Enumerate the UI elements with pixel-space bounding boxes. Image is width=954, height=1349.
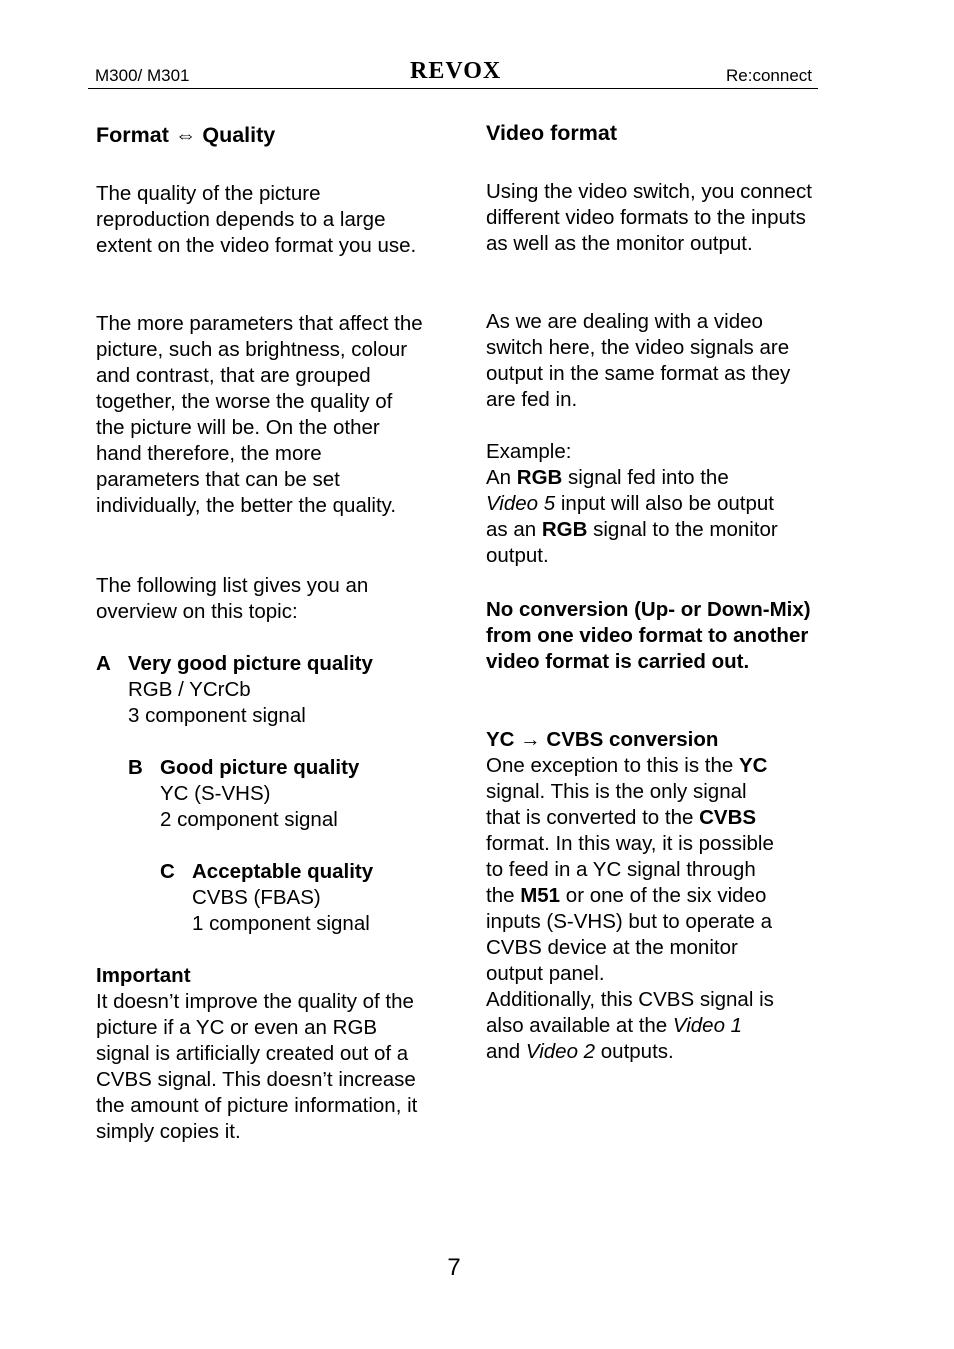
header-model: M300/ M301 bbox=[95, 66, 190, 85]
parameters-paragraph: The more parameters that affect the picture, such as brightness, colour and contrast, that are grouped together, the worse the quality of the picture will be. On the other hand therefore, the more parameters that can be set individually, the better the quality. bbox=[96, 312, 423, 517]
yc-conversion-heading: YC → CVBS conversion bbox=[486, 728, 719, 751]
overview-paragraph: The following list gives you an overview on this topic: bbox=[96, 574, 369, 623]
list-item-title: Good picture quality bbox=[160, 756, 360, 779]
example-block: Example: An RGB signal fed into the Video 5 input will also be output as an RGB signal to the monitor output. bbox=[486, 440, 778, 567]
header-product: Re:connect bbox=[726, 66, 812, 85]
list-letter: C bbox=[160, 860, 175, 883]
same-format-paragraph: As we are dealing with a video switch here, the video signals are output in the same format as they are fed in. bbox=[486, 310, 791, 411]
page-header bbox=[88, 58, 818, 89]
list-item-title: Acceptable quality bbox=[192, 860, 374, 883]
list-letter: B bbox=[128, 756, 143, 779]
section-title-video-format: Video format bbox=[486, 121, 618, 145]
list-item-format: YC (S-VHS) bbox=[160, 782, 271, 805]
yc-conversion-block: YC → CVBS conversion One exception to this is the YC signal. This is the only signal that is converted to the CVBS format. In this way, it is possible to feed in a YC signal through the M51 or one of the six video inputs (S-VHS) but to operate a CVBS device at the monitor output panel. Additionally, this CVBS signal is also available at the Video 1 and Video 2 outputs. bbox=[486, 728, 774, 1063]
list-item-format: CVBS (FBAS) bbox=[192, 886, 321, 909]
no-conversion-note: No conversion (Up- or Down-Mix) from one video format to another video format is carried out. bbox=[486, 598, 811, 673]
section-title-format-quality: Format ⇔ Quality bbox=[96, 123, 276, 147]
revox-logo: REVOX bbox=[410, 58, 502, 84]
important-paragraph: It doesn’t improve the quality of the picture if a YC or even an RGB signal is artificially created out of a CVBS signal. This doesn’t increase the amount of picture information, it simply copies it. bbox=[96, 990, 418, 1143]
list-item-format: RGB / YCrCb bbox=[128, 678, 251, 701]
page-number: 7 bbox=[447, 1254, 461, 1281]
list-item-components: 3 component signal bbox=[128, 704, 306, 727]
right-arrow-icon: → bbox=[520, 728, 541, 751]
list-item-title: Very good picture quality bbox=[128, 652, 373, 675]
list-item-components: 2 component signal bbox=[160, 808, 338, 831]
list-letter: A bbox=[96, 652, 111, 675]
double-arrow-icon: ⇔ bbox=[174, 123, 197, 147]
important-heading: Important bbox=[96, 964, 191, 987]
video-switch-paragraph: Using the video switch, you connect different video formats to the inputs as well as the monitor output. bbox=[486, 180, 812, 255]
example-label: Example: bbox=[486, 440, 572, 463]
intro-paragraph: The quality of the picture reproduction depends to a large extent on the video format you use. bbox=[96, 182, 417, 257]
list-item-components: 1 component signal bbox=[192, 912, 370, 935]
